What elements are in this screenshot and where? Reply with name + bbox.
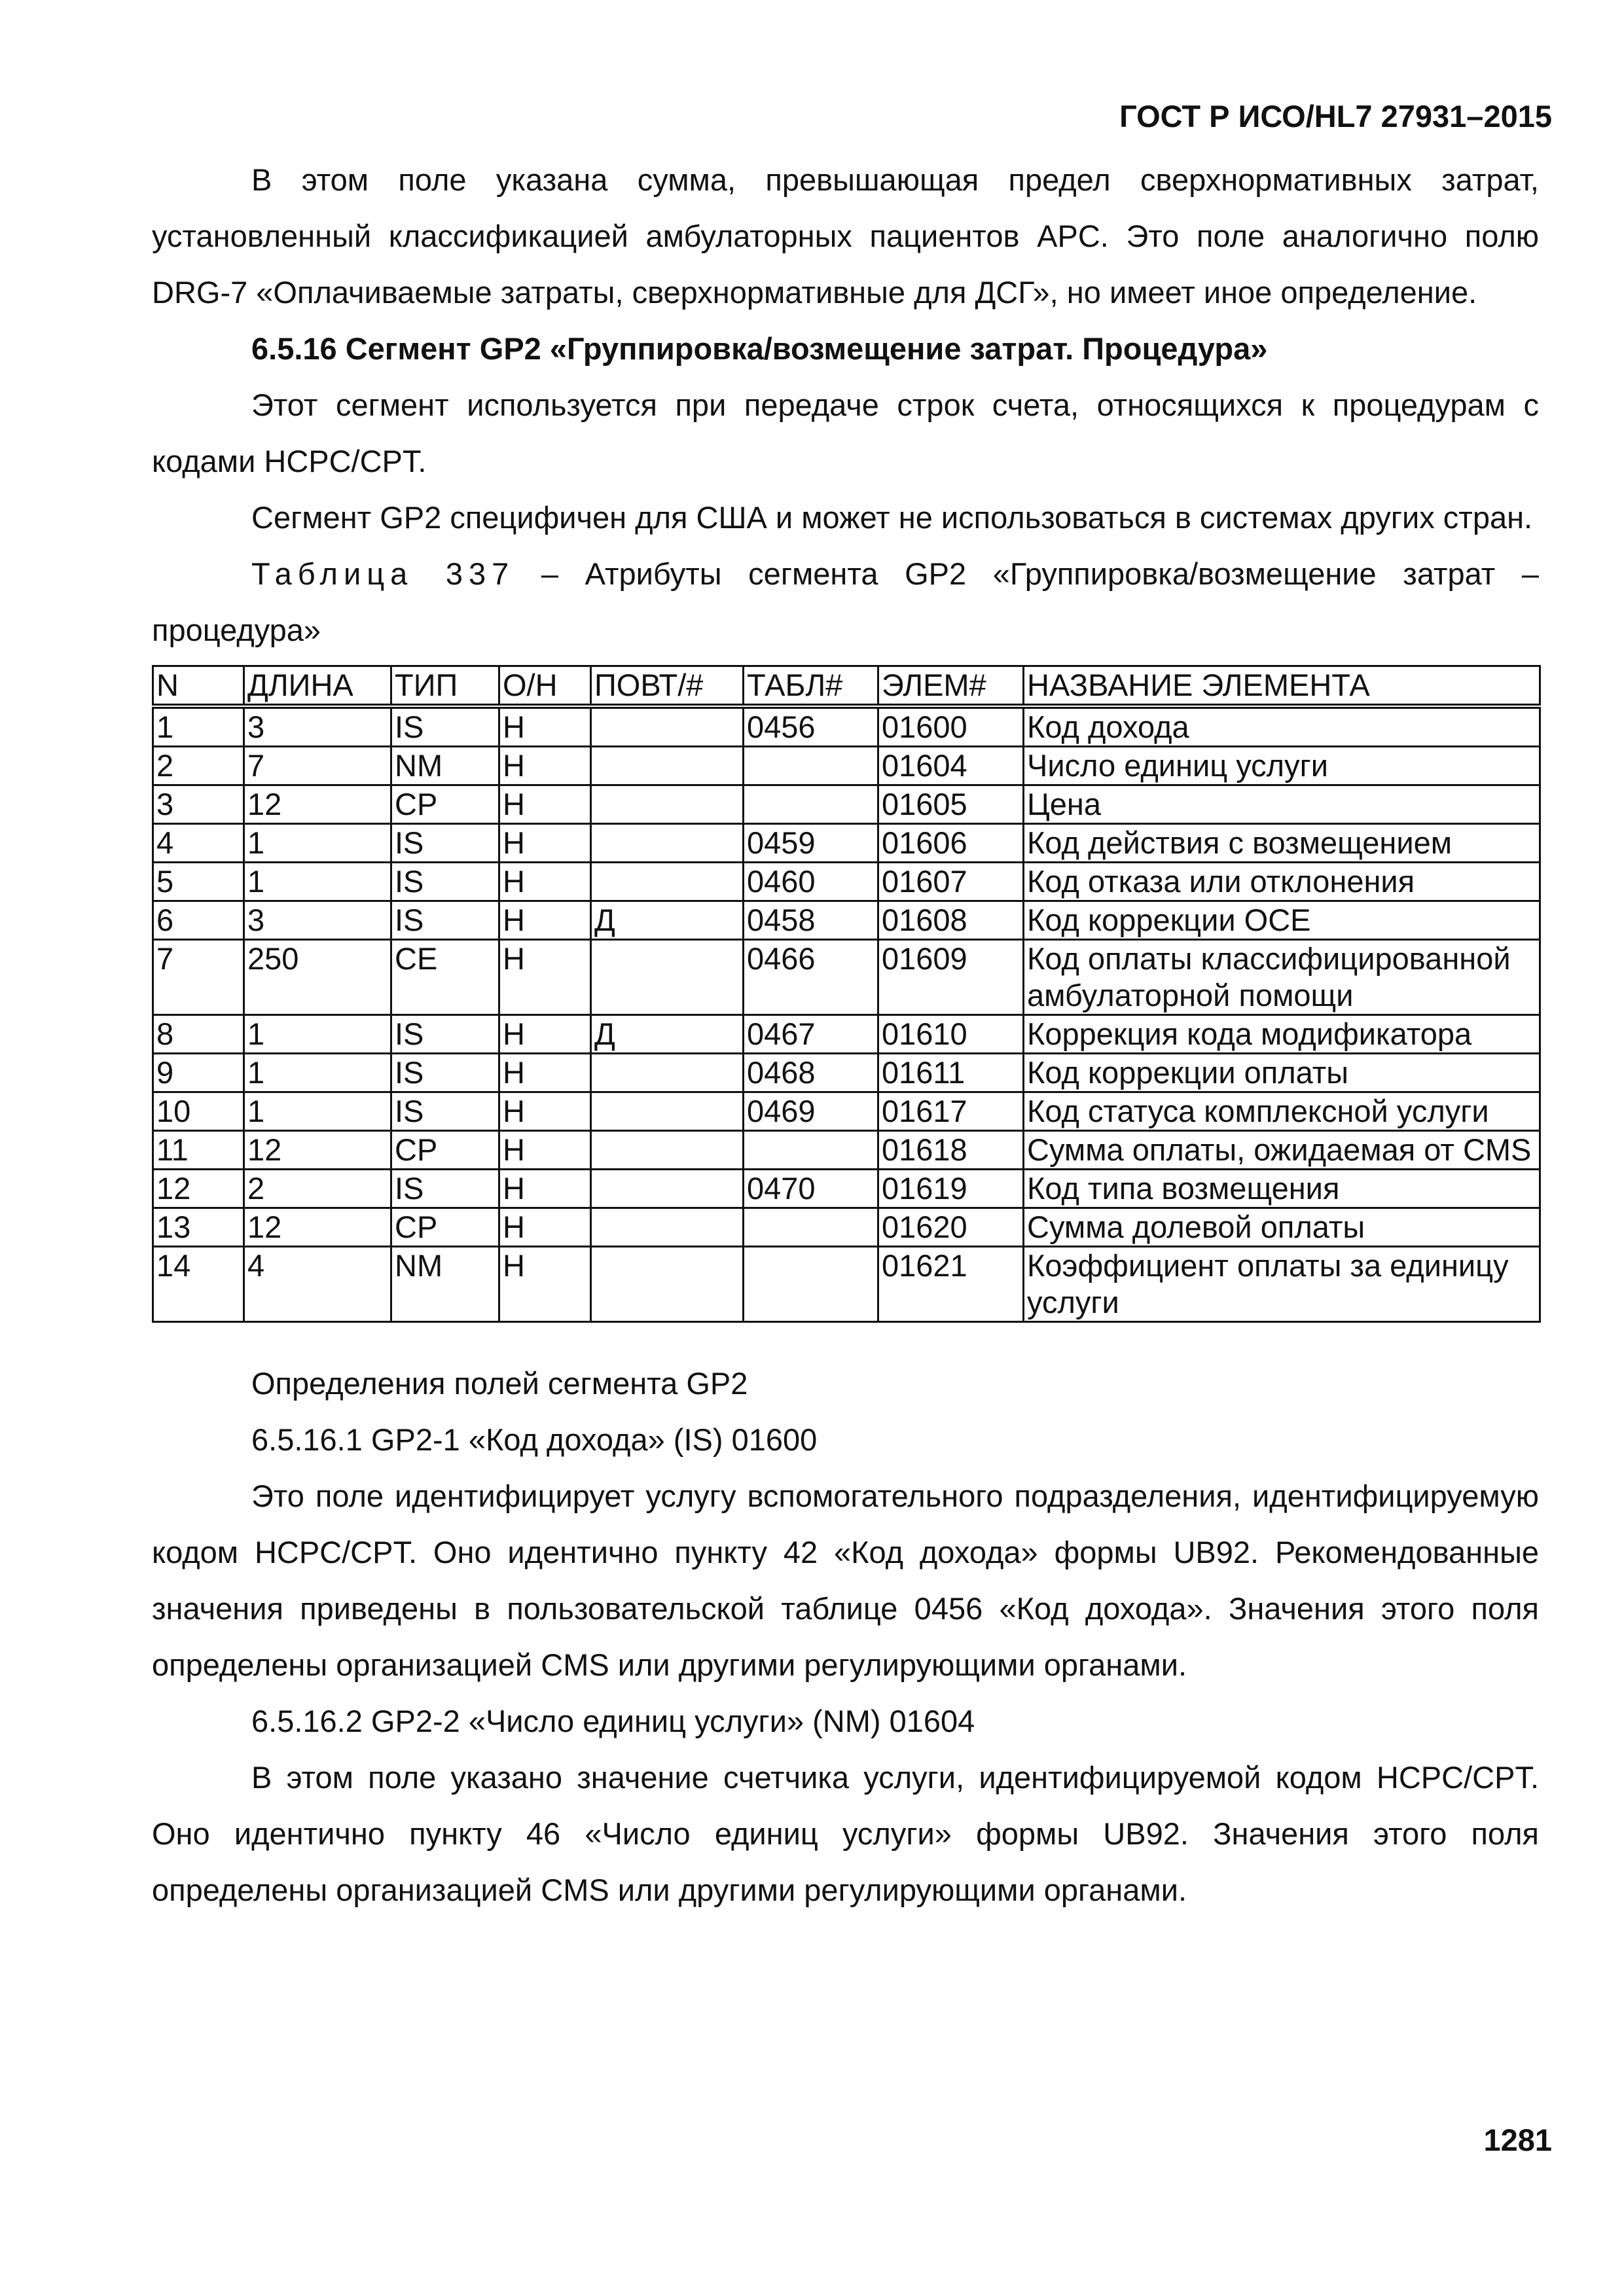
table-cell: IS [391, 863, 499, 901]
table-cell: NM [391, 747, 499, 785]
table-cell: IS [391, 1170, 499, 1208]
table-cell: 5 [153, 863, 244, 901]
table-cell: Код отказа или отклонения [1024, 863, 1540, 901]
table-cell: 1 [244, 1015, 391, 1054]
table-cell: Н [499, 901, 591, 940]
table-cell [744, 747, 878, 785]
table-cell: 11 [153, 1131, 244, 1170]
table-cell: 01606 [878, 824, 1024, 863]
table-cell: 1 [244, 1092, 391, 1131]
table-cell [591, 824, 744, 863]
table-cell [591, 747, 744, 785]
table-cell: IS [391, 824, 499, 863]
table-cell: IS [391, 1092, 499, 1131]
table-row [153, 1131, 1540, 1170]
table-cell: 0458 [744, 901, 878, 940]
table-cell: 01619 [878, 1170, 1024, 1208]
paragraph-segment-usa: Сегмент GP2 специфичен для США и может не использоваться в системах других стран. [251, 500, 1533, 535]
table-header-cell: О/Н [499, 666, 591, 707]
table-cell: CP [391, 1208, 499, 1247]
table-cell [591, 785, 744, 824]
page-number: 1281 [1483, 2123, 1552, 2157]
table-cell: 01610 [878, 1015, 1024, 1054]
table-row [153, 1247, 1540, 1322]
table-header-cell: ТИП [391, 666, 499, 707]
table-cell: Код дохода [1024, 706, 1540, 747]
table-cell: 1 [244, 863, 391, 901]
table-cell: 10 [153, 1092, 244, 1131]
table-row [153, 706, 1540, 747]
table-cell: 01607 [878, 863, 1024, 901]
table-cell: 4 [244, 1247, 391, 1322]
subsection-1-text: Это поле идентифицирует услугу вспомогательного подразделения, идентифицируемую кодом HCPC/CPT. Оно идентично пункту 42 «Код дохода» формы UB92. Рекомендованные значения приведены в пользовательской таблице 0456 «Код дохода». Значения этого поля определены организацией CMS или другими регулирующими органами. [152, 1479, 1539, 1682]
table-cell: 7 [153, 940, 244, 1015]
table-cell: 8 [153, 1015, 244, 1054]
table-row [153, 824, 1540, 863]
table-cell: 12 [153, 1170, 244, 1208]
table-cell [744, 1247, 878, 1322]
table-cell: Цена [1024, 785, 1540, 824]
table-header-cell: НАЗВАНИЕ ЭЛЕМЕНТА [1024, 666, 1540, 707]
table-cell: 01617 [878, 1092, 1024, 1131]
table-cell: 0459 [744, 824, 878, 863]
table-cell: Н [499, 1015, 591, 1054]
table-cell: Н [499, 785, 591, 824]
table-cell [591, 706, 744, 747]
table-cell: 01604 [878, 747, 1024, 785]
segment-attributes-table [152, 665, 1541, 1323]
table-cell: Н [499, 747, 591, 785]
table-caption-text: – Атрибуты сегмента GP2 «Группировка/возмещение затрат – процедура» [152, 556, 1539, 647]
table-body [153, 706, 1540, 1322]
table-cell: Н [499, 1054, 591, 1092]
table-cell: 1 [244, 824, 391, 863]
table-header-cell: N [153, 666, 244, 707]
table-cell [591, 1092, 744, 1131]
table-cell: Сумма оплаты, ожидаемая от CMS [1024, 1131, 1540, 1170]
table-cell: 7 [244, 747, 391, 785]
table-row [153, 1054, 1540, 1092]
table-cell [591, 1054, 744, 1092]
paragraph-segment-usage: Этот сегмент используется при передаче строк счета, относящихся к процедурам с кодами HCPC/CPT. [152, 387, 1539, 478]
table-cell: Н [499, 1092, 591, 1131]
table-cell: Сумма долевой оплаты [1024, 1208, 1540, 1247]
subsection-2-title: 6.5.16.2 GP2-2 «Число единиц услуги» (NM) 01604 [251, 1704, 975, 1738]
table-caption-label: Таблица 337 [251, 556, 515, 591]
table-cell: 2 [244, 1170, 391, 1208]
table-cell: Код статуса комплексной услуги [1024, 1092, 1540, 1131]
table-cell: Код коррекции OCE [1024, 901, 1540, 940]
table-cell: IS [391, 1054, 499, 1092]
table-row [153, 1208, 1540, 1247]
table-row [153, 863, 1540, 901]
table-cell [591, 940, 744, 1015]
table-cell: 9 [153, 1054, 244, 1092]
table-cell: Коэффициент оплаты за единицу услуги [1024, 1247, 1540, 1322]
table-cell: 01618 [878, 1131, 1024, 1170]
table-cell: 0468 [744, 1054, 878, 1092]
table-header-row [153, 666, 1540, 707]
table-cell: 01620 [878, 1208, 1024, 1247]
table-cell: Код коррекции оплаты [1024, 1054, 1540, 1092]
table-header-cell: ЭЛЕМ# [878, 666, 1024, 707]
table-cell: Н [499, 1208, 591, 1247]
table-cell: 0456 [744, 706, 878, 747]
table-row [153, 785, 1540, 824]
table-cell [591, 1131, 744, 1170]
field-definitions [152, 1355, 1539, 1918]
table-cell: 12 [244, 1208, 391, 1247]
page-content [152, 152, 1539, 1918]
table-cell: Д [591, 1015, 744, 1054]
table-cell: 01611 [878, 1054, 1024, 1092]
table-cell [744, 1131, 878, 1170]
table-cell: Н [499, 1131, 591, 1170]
section-title: 6.5.16 Сегмент GP2 «Группировка/возмещение затрат. Процедура» [251, 331, 1268, 366]
subsection-1-title: 6.5.16.1 GP2-1 «Код дохода» (IS) 01600 [251, 1422, 818, 1457]
table-cell: 3 [244, 901, 391, 940]
table-cell [744, 785, 878, 824]
table-cell: 01621 [878, 1247, 1024, 1322]
table-cell: Д [591, 901, 744, 940]
paragraph-apc-outlier: В этом поле указана сумма, превышающая предел сверхнормативных затрат, установленный классификацией амбулаторных пациентов APC. Это поле аналогично полю DRG-7 «Оплачиваемые затраты, сверхнормативные для ДСГ», но имеет иное определение. [152, 162, 1539, 310]
subsection-2-text: В этом поле указано значение счетчика услуги, идентифицируемой кодом HCPC/CPT. Оно идентично пункту 46 «Число единиц услуги» формы UB92. Значения этого поля определены организацией CMS или другими регулирующими органами. [152, 1760, 1539, 1907]
standard-header: ГОСТ Р ИСО/HL7 27931–2015 [1119, 99, 1552, 134]
table-cell: Н [499, 1247, 591, 1322]
table-cell: 3 [153, 785, 244, 824]
table-row [153, 1092, 1540, 1131]
table-cell: 0469 [744, 1092, 878, 1131]
table-caption [152, 546, 1539, 658]
table-cell: 12 [244, 785, 391, 824]
table-cell [591, 863, 744, 901]
table-cell: Код действия с возмещением [1024, 824, 1540, 863]
table-cell [591, 1170, 744, 1208]
table-cell: 4 [153, 824, 244, 863]
table-cell: Число единиц услуги [1024, 747, 1540, 785]
table-cell: Н [499, 1170, 591, 1208]
table-cell: 6 [153, 901, 244, 940]
table-cell: 0460 [744, 863, 878, 901]
table-cell: Н [499, 706, 591, 747]
table-row [153, 1015, 1540, 1054]
table-cell: Н [499, 824, 591, 863]
table-cell: 01609 [878, 940, 1024, 1015]
table-cell: Коррекция кода модификатора [1024, 1015, 1540, 1054]
table-cell: 2 [153, 747, 244, 785]
table-cell: 3 [244, 706, 391, 747]
table-cell: 14 [153, 1247, 244, 1322]
table-row [153, 747, 1540, 785]
table-cell: 12 [244, 1131, 391, 1170]
table-cell: IS [391, 706, 499, 747]
table-cell: Н [499, 940, 591, 1015]
table-cell: 01600 [878, 706, 1024, 747]
table-cell: CP [391, 1131, 499, 1170]
table-cell: 0470 [744, 1170, 878, 1208]
table-cell: 250 [244, 940, 391, 1015]
table-cell: 0466 [744, 940, 878, 1015]
table-cell: 01608 [878, 901, 1024, 940]
table-cell: Н [499, 863, 591, 901]
table-cell: 0467 [744, 1015, 878, 1054]
table-row [153, 1170, 1540, 1208]
table-cell: NM [391, 1247, 499, 1322]
table-header-cell: ТАБЛ# [744, 666, 878, 707]
table-cell [591, 1208, 744, 1247]
table-row [153, 940, 1540, 1015]
table-cell: 1 [244, 1054, 391, 1092]
definitions-title: Определения полей сегмента GP2 [251, 1366, 748, 1401]
table-cell: 1 [153, 706, 244, 747]
table-cell: 01605 [878, 785, 1024, 824]
table-cell: Код оплаты классифицированной амбулаторной помощи [1024, 940, 1540, 1015]
table-header-cell: ПОВТ/# [591, 666, 744, 707]
table-row [153, 901, 1540, 940]
table-cell: IS [391, 1015, 499, 1054]
table-cell: CE [391, 940, 499, 1015]
table-cell: CP [391, 785, 499, 824]
table-cell [744, 1208, 878, 1247]
table-cell: Код типа возмещения [1024, 1170, 1540, 1208]
table-cell: 13 [153, 1208, 244, 1247]
table-cell [591, 1247, 744, 1322]
table-header-cell: ДЛИНА [244, 666, 391, 707]
table-cell: IS [391, 901, 499, 940]
